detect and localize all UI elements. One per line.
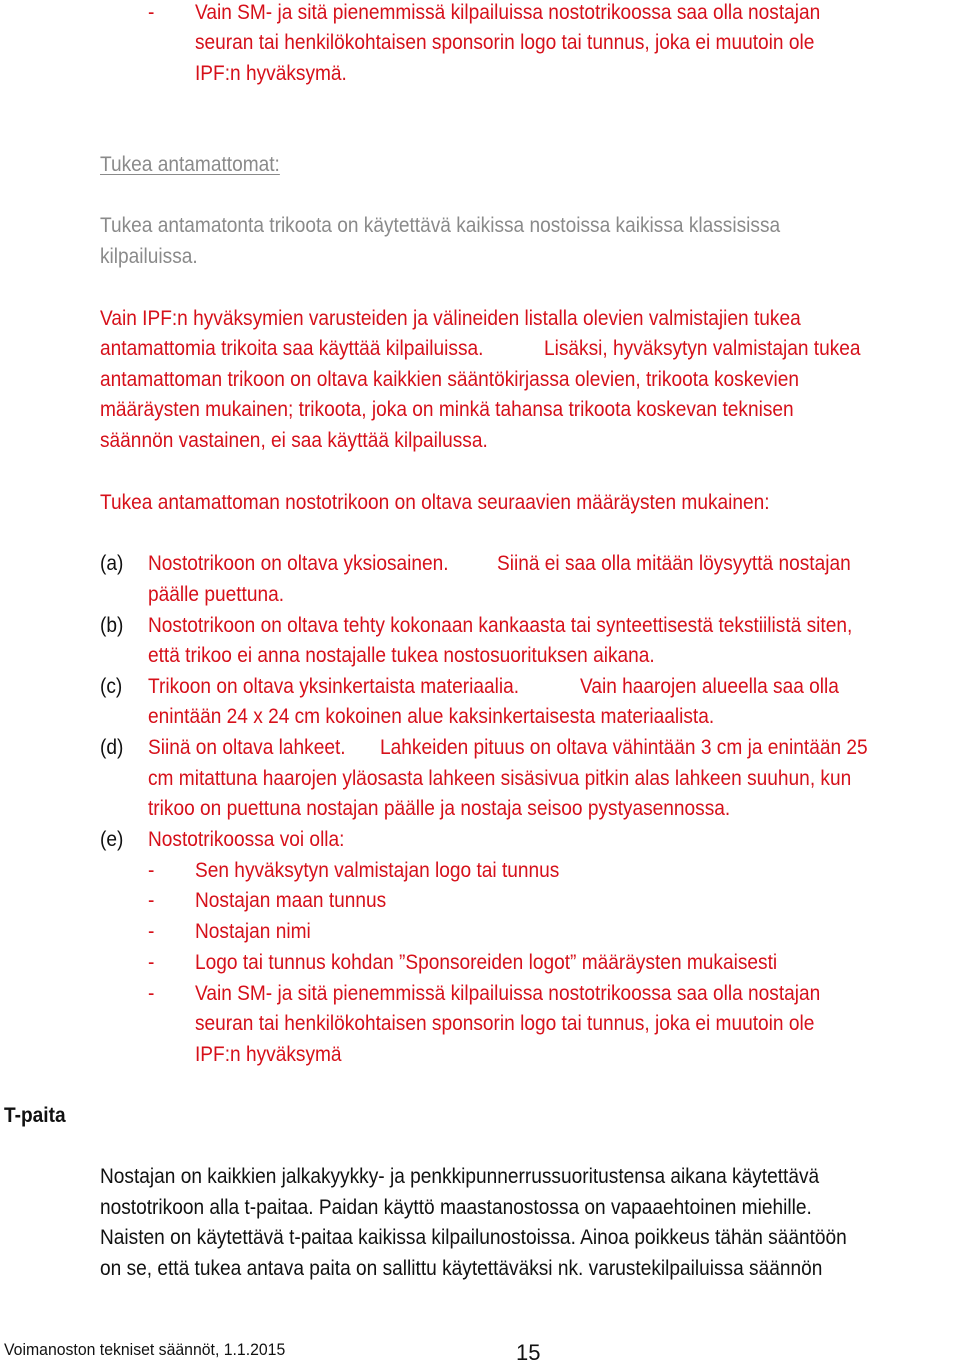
page-number: 15: [516, 1340, 541, 1365]
list-dash: -: [148, 889, 155, 912]
text-line: Vain SM- ja sitä pienemmissä kilpailuissa nostotrikoossa saa olla nostajan: [195, 982, 821, 1005]
text-line: päälle puettuna.: [148, 583, 285, 606]
text-line: Lisäksi, hyväksytyn valmistajan tukea: [544, 337, 861, 360]
text-line: enintään 24 x 24 cm kokoinen alue kaksinkertaisesta materiaalista.: [148, 705, 715, 728]
text-line: määräysten mukainen; trikoota, joka on minkä tahansa trikoota koskevan teknisen: [100, 398, 794, 421]
rule-label: (b): [100, 614, 124, 637]
text-line: Siinä on oltava lahkeet.: [148, 736, 346, 759]
rule-label: (c): [100, 675, 123, 698]
rule-label: (e): [100, 828, 124, 851]
text-line: trikoo on puettuna nostajan päälle ja nostaja seisoo pystyasennossa.: [148, 797, 731, 820]
footer-title: Voimanoston tekniset säännöt, 1.1.2015: [4, 1340, 286, 1359]
text-line: Nostajan maan tunnus: [195, 889, 387, 912]
text-line: Trikoon on oltava yksinkertaista materiaalia.: [148, 675, 520, 698]
list-dash: -: [148, 982, 155, 1005]
text-line: Nostotrikoossa voi olla:: [148, 828, 345, 851]
text-line: Sen hyväksytyn valmistajan logo tai tunnus: [195, 859, 560, 882]
text-line: Vain IPF:n hyväksymien varusteiden ja välineiden listalla olevien valmistajien tukea: [100, 307, 801, 330]
text-line: Siinä ei saa olla mitään löysyyttä nostajan: [497, 552, 851, 575]
rule-label: (a): [100, 552, 124, 575]
list-dash: -: [148, 1, 155, 24]
tpaita-heading: T-paita: [4, 1104, 66, 1127]
text-line: että trikoo ei anna nostajalle tukea nostosuorituksen aikana.: [148, 644, 655, 667]
text-line: seuran tai henkilökohtaisen sponsorin logo tai tunnus, joka ei muutoin ole: [195, 31, 815, 54]
rule-label: (d): [100, 736, 124, 759]
text-line: cm mitattuna haarojen yläosasta lahkeen sisäsivua pitkin alas lahkeen suuhun, kun: [148, 767, 852, 790]
text-line: Logo tai tunnus kohdan ”Sponsoreiden logot” määräysten mukaisesti: [195, 951, 778, 974]
list-dash: -: [148, 920, 155, 943]
text-line: Nostotrikoon on oltava yksiosainen.: [148, 552, 449, 575]
section-heading: Tukea antamattomat:: [100, 153, 280, 176]
text-line: Vain SM- ja sitä pienemmissä kilpailuissa nostotrikoossa saa olla nostajan: [195, 1, 821, 24]
text-line: Nostajan nimi: [195, 920, 311, 943]
text-line: Nostotrikoon on oltava tehty kokonaan kankaasta tai synteettisestä tekstiilistä siten,: [148, 614, 853, 637]
text-line: Lahkeiden pituus on oltava vähintään 3 cm ja enintään 25: [380, 736, 868, 759]
text-line: Tukea antamatonta trikoota on käytettävä kaikissa nostoissa kaikissa klassisissa: [100, 214, 781, 237]
text-line: antamattomia trikoita saa käyttää kilpailuissa.: [100, 337, 484, 360]
text-line: on se, että tukea antava paita on sallittu käytettäväksi nk. varustekilpailuissa säännön: [100, 1257, 823, 1280]
text-line: säännön vastainen, ei saa käyttää kilpailussa.: [100, 429, 488, 452]
text-line: Naisten on käytettävä t-paitaa kaikissa kilpailunostoissa. Ainoa poikkeus tähän sääntöön: [100, 1226, 847, 1249]
text-line: Vain haarojen alueella saa olla: [580, 675, 839, 698]
paragraph-3: Tukea antamattoman nostotrikoon on oltava seuraavien määräysten mukainen:: [100, 491, 770, 514]
text-line: seuran tai henkilökohtaisen sponsorin logo tai tunnus, joka ei muutoin ole: [195, 1012, 815, 1035]
text-line: Nostajan on kaikkien jalkakyykky- ja penkkipunnerrussuoritustensa aikana käytettävä: [100, 1165, 820, 1188]
list-dash: -: [148, 951, 155, 974]
list-dash: -: [148, 859, 155, 882]
text-line: antamattoman trikoon on oltava kaikkien sääntökirjassa olevien, trikoota koskevien: [100, 368, 799, 391]
text-line: IPF:n hyväksymä.: [195, 62, 347, 85]
text-line: IPF:n hyväksymä: [195, 1043, 342, 1066]
text-line: kilpailuissa.: [100, 245, 198, 268]
text-line: nostotrikoon alla t-paitaa. Paidan käyttö maastanostossa on vapaaehtoinen miehille.: [100, 1196, 812, 1219]
